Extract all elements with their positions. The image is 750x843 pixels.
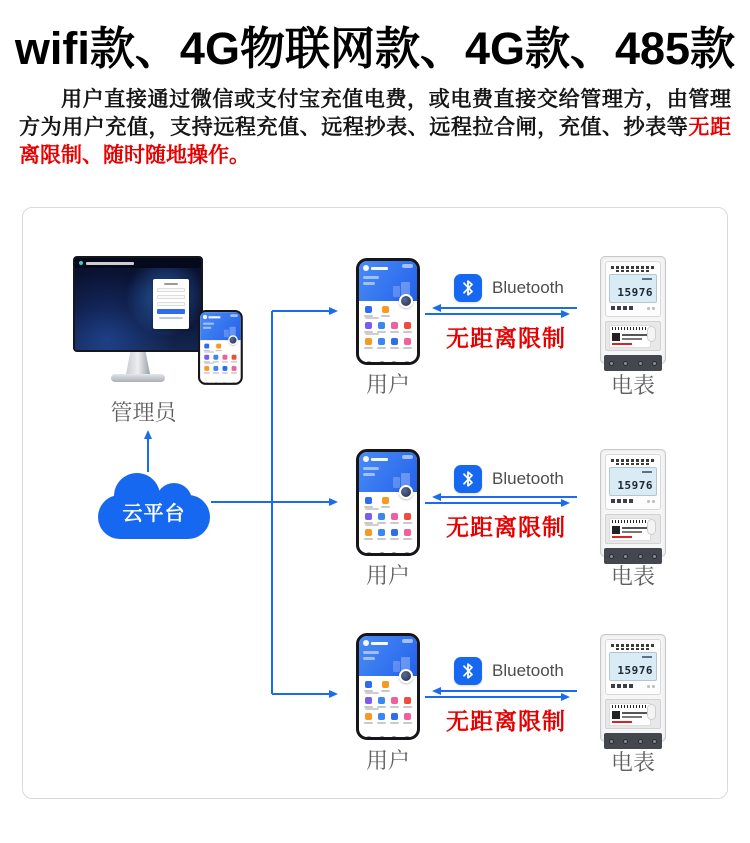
user-phone-1 xyxy=(356,258,420,365)
user-phone-2 xyxy=(356,449,420,556)
avatar xyxy=(399,485,413,499)
user-phone-3 xyxy=(356,633,420,740)
login-title-bar xyxy=(164,283,178,285)
diagram-panel xyxy=(22,207,728,799)
intro-text: 用户直接通过微信或支付宝充值电费，或电费直接交给管理方，由管理方为用户充值，支持远程充值、远程抄表、远程拉合闸，充值、抄表等 xyxy=(19,88,731,139)
admin-label: 管理员 xyxy=(110,400,177,425)
bluetooth-group-3 xyxy=(454,657,564,685)
meter-label-2: 电表 xyxy=(610,564,655,589)
intro-paragraph xyxy=(19,86,731,170)
meter-1 xyxy=(600,256,666,364)
phone-notch xyxy=(402,639,413,643)
bluetooth-icon xyxy=(454,465,482,493)
no-distance-label-3: 无距离限制 xyxy=(446,708,566,734)
user-label-2: 用户 xyxy=(365,563,410,588)
meter-2 xyxy=(600,449,666,557)
login-input xyxy=(157,302,185,306)
avatar xyxy=(228,335,238,345)
avatar xyxy=(399,294,413,308)
user-label-1: 用户 xyxy=(365,372,410,397)
bluetooth-icon xyxy=(454,274,482,302)
phone-notch xyxy=(402,455,413,459)
meter-lcd xyxy=(609,274,657,303)
meter-nameplate xyxy=(605,321,661,351)
meter-nameplate xyxy=(605,699,661,729)
login-input xyxy=(157,288,185,292)
no-distance-label-1: 无距离限制 xyxy=(446,325,566,351)
bluetooth-group-1 xyxy=(454,274,564,302)
meter-lcd xyxy=(609,652,657,681)
meter-buttons xyxy=(609,306,657,310)
monitor-stand-base xyxy=(111,374,165,382)
intro-highlight: 无距离限制、随时随地操作。 xyxy=(19,116,731,167)
avatar xyxy=(399,669,413,683)
user-icon xyxy=(363,640,369,646)
qr-code-icon xyxy=(612,333,620,341)
meter-label-1: 电表 xyxy=(610,373,655,398)
dashboard-title-bar xyxy=(86,262,134,265)
meter-reading: 15976 xyxy=(617,479,653,492)
cloud-platform-icon xyxy=(98,473,210,539)
meter-buttons xyxy=(609,499,657,503)
admin-monitor xyxy=(73,256,203,352)
meter-faceplate xyxy=(605,261,661,317)
login-button-bar xyxy=(157,309,185,314)
meter-label-3: 电表 xyxy=(610,750,655,775)
meter-3 xyxy=(600,634,666,742)
user-label-3: 用户 xyxy=(365,748,410,773)
meter-faceplate xyxy=(605,454,661,510)
phone-body xyxy=(200,344,241,385)
dashboard-logo-icon xyxy=(79,261,83,265)
meter-terminals xyxy=(604,733,662,749)
meter-faceplate xyxy=(605,639,661,695)
bluetooth-label: Bluetooth xyxy=(492,661,564,680)
cloud-label: 云平台 xyxy=(122,503,186,525)
user-icon xyxy=(363,265,369,271)
phone-notch xyxy=(402,264,413,268)
phone-notch xyxy=(230,314,238,317)
bluetooth-group-2 xyxy=(454,465,564,493)
login-link-bar xyxy=(159,317,183,319)
bluetooth-icon xyxy=(454,657,482,685)
bluetooth-label: Bluetooth xyxy=(492,469,564,488)
meter-reading: 15976 xyxy=(617,286,653,299)
admin-phone xyxy=(198,310,243,385)
qr-code-icon xyxy=(612,711,620,719)
dashboard-topbar xyxy=(75,258,201,268)
meter-terminals xyxy=(604,355,662,371)
meter-reading: 15976 xyxy=(617,664,653,677)
no-distance-label-2: 无距离限制 xyxy=(446,514,566,540)
login-card xyxy=(153,279,189,329)
user-icon xyxy=(363,456,369,462)
meter-terminals xyxy=(604,548,662,564)
meter-lcd xyxy=(609,467,657,496)
bluetooth-label: Bluetooth xyxy=(492,278,564,297)
meter-buttons xyxy=(609,684,657,688)
login-input xyxy=(157,295,185,299)
qr-code-icon xyxy=(612,526,620,534)
page-title: wifi款、4G物联网款、4G款、485款 xyxy=(14,23,736,74)
monitor-stand-neck xyxy=(126,352,150,374)
meter-nameplate xyxy=(605,514,661,544)
user-icon xyxy=(203,315,207,319)
